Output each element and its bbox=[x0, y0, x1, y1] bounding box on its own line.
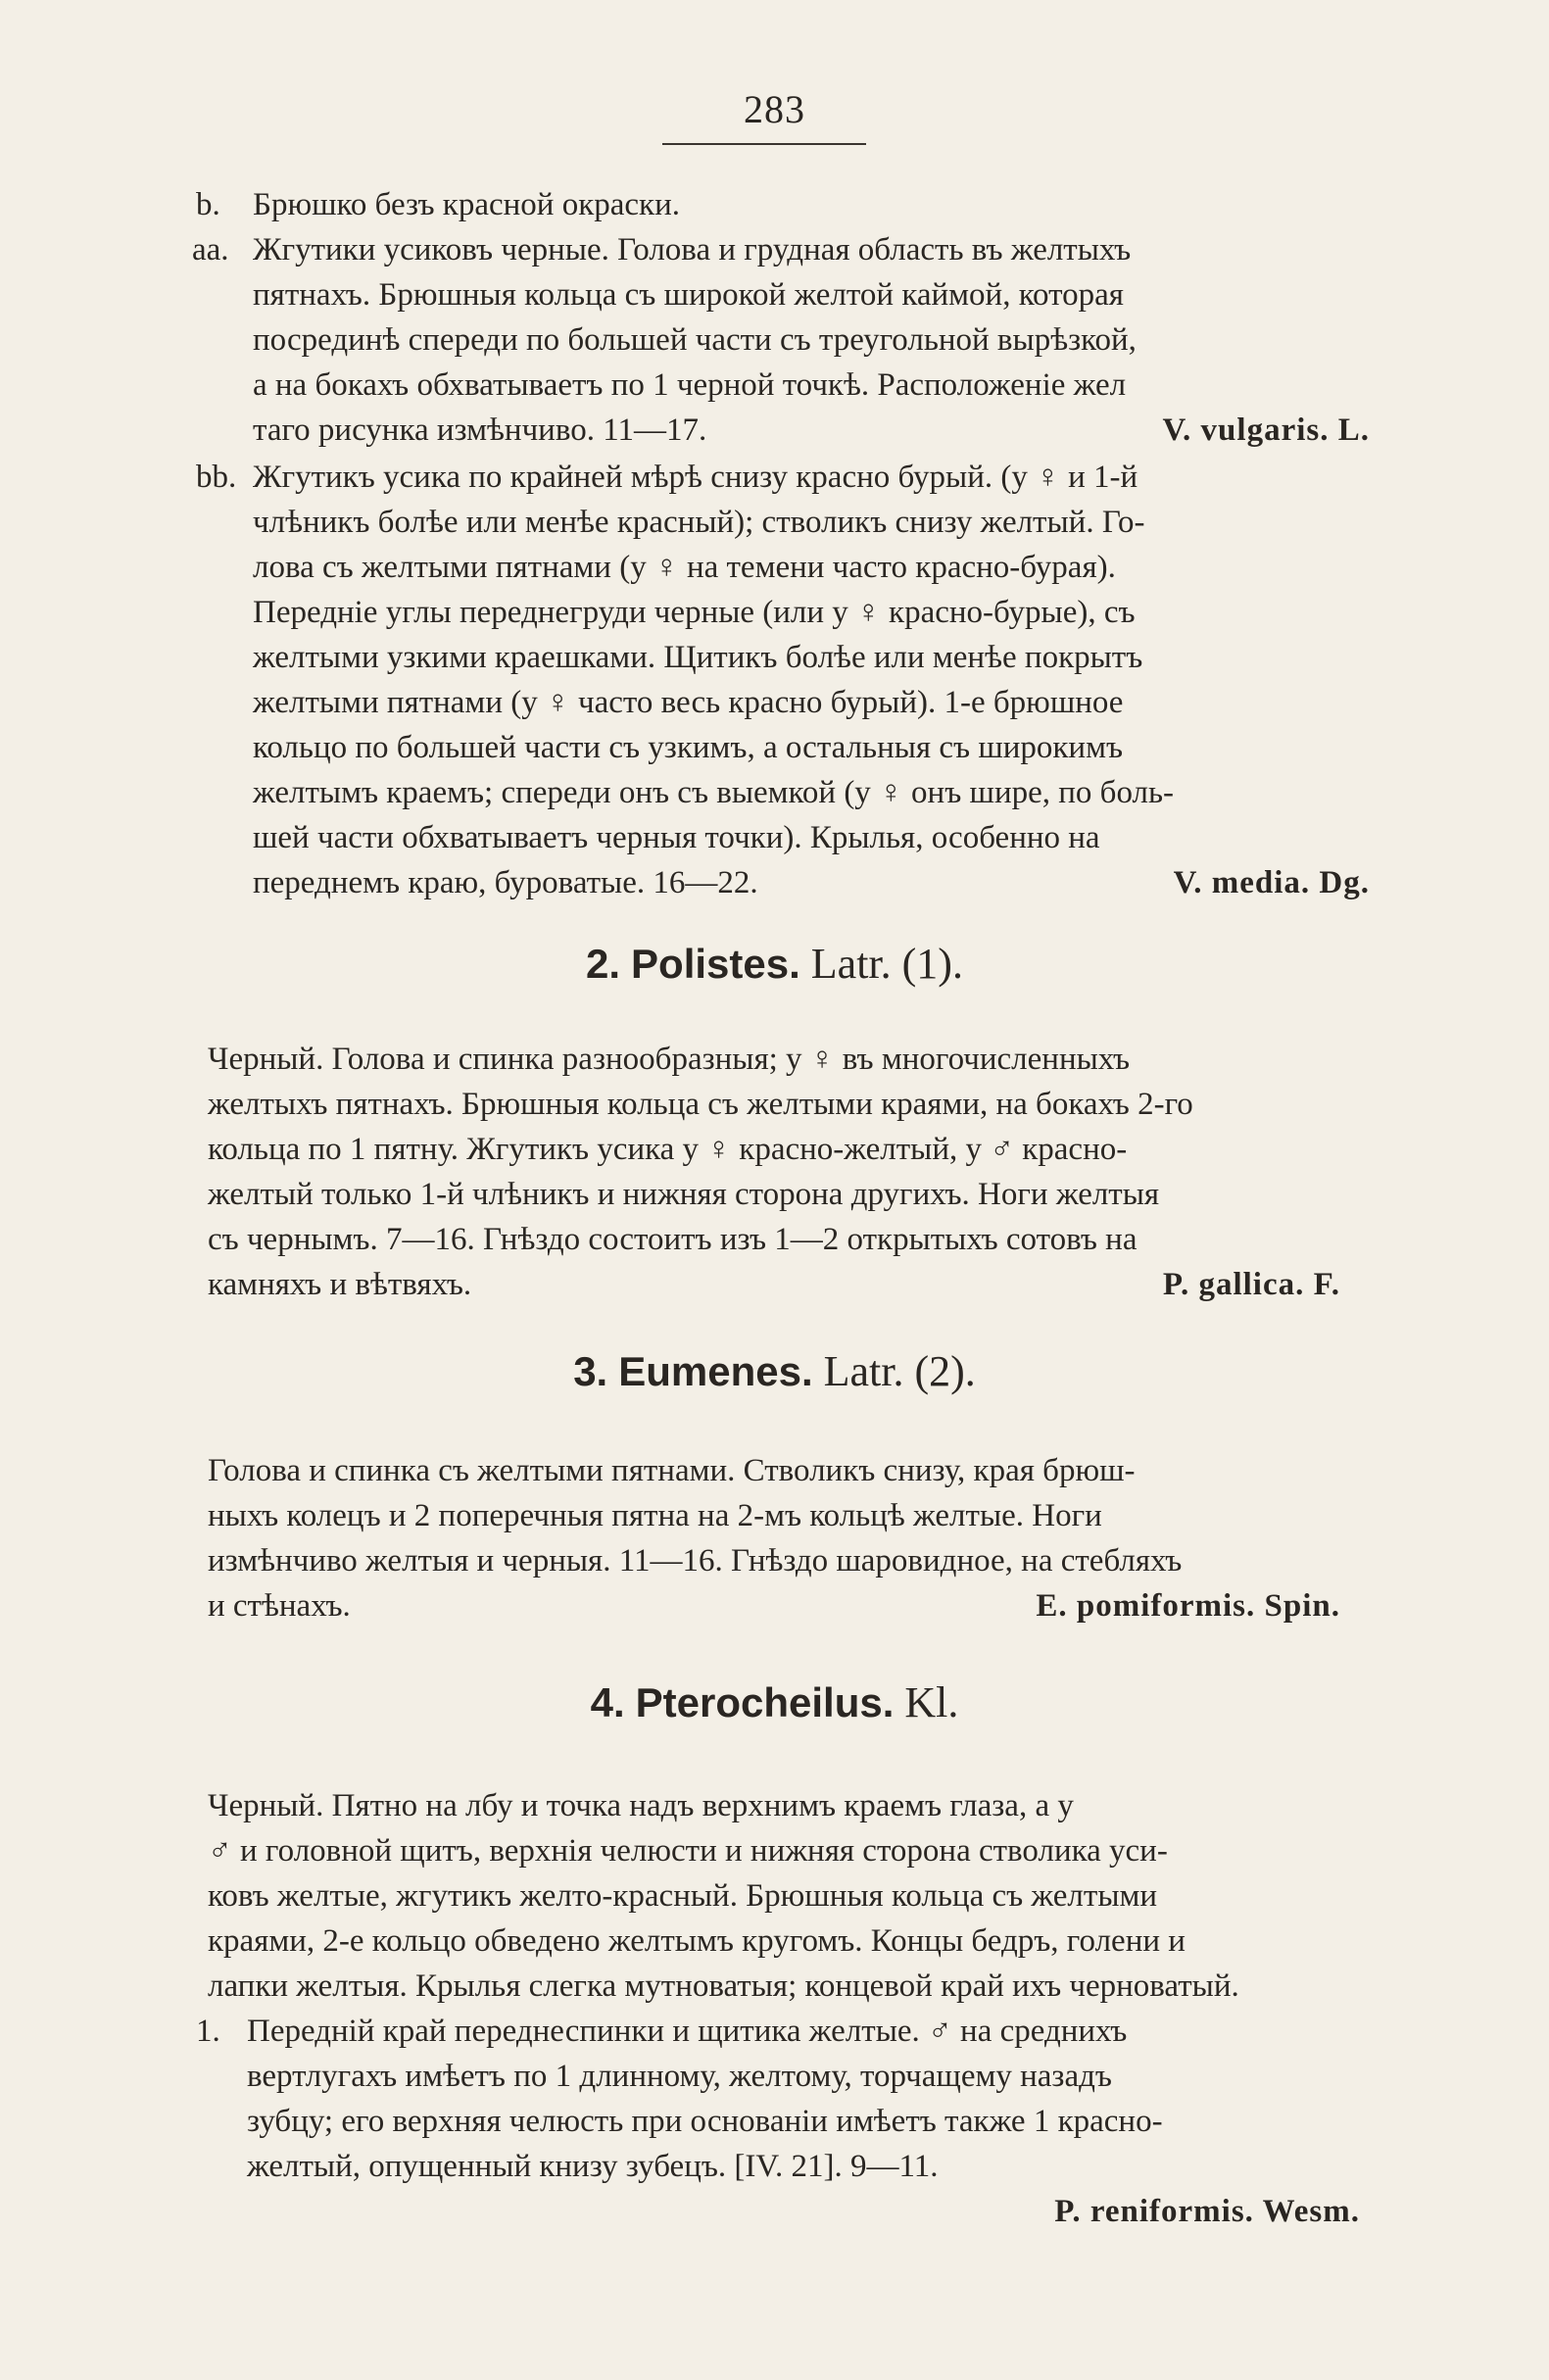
text-line: Передній край переднеспинки и щитика желтые. ♂ на среднихъ bbox=[247, 2014, 1128, 2049]
text-line: таго рисунка измѣнчиво. 11—17. bbox=[253, 413, 707, 448]
genus-number: 4. bbox=[590, 1679, 625, 1725]
item-1-text bbox=[247, 2009, 1360, 2234]
genus-author: Kl. bbox=[904, 1678, 959, 1726]
text-line: желтыми пятнами (у ♀ часто весь красно бурый). 1-е брюшное bbox=[253, 685, 1124, 720]
text-line: переднемъ краю, буроватые. 16—22. bbox=[253, 865, 758, 900]
page-number: 283 bbox=[744, 87, 805, 131]
genus-heading-eumenes bbox=[0, 1346, 1549, 1396]
text-line: Черный. Пятно на лбу и точка надъ верхнимъ краемъ глаза, а у bbox=[208, 1788, 1074, 1823]
text-line: Передніе углы переднегруди черные (или у ♀ красно-бурые), съ bbox=[253, 595, 1136, 630]
text-line: кольца по 1 пятну. Жгутикъ усика у ♀ красно-желтый, у ♂ красно- bbox=[208, 1132, 1128, 1167]
text-line: Черный. Голова и спинка разнообразныя; у ♀ въ многочисленныхъ bbox=[208, 1042, 1131, 1077]
text-line-with-species bbox=[208, 1583, 1350, 1628]
species-name: E. pomiformis. Spin. bbox=[1036, 1588, 1340, 1624]
species-name: P. reniformis. Wesm. bbox=[1054, 2194, 1360, 2229]
text-line: желтымъ краемъ; спереди онъ съ выемкой (у ♀ онъ шире, по боль- bbox=[253, 775, 1175, 810]
text-line: краями, 2-е кольцо обведено желтымъ кругомъ. Концы бедръ, голени и bbox=[208, 1923, 1186, 1959]
genus-heading-polistes bbox=[0, 939, 1549, 989]
text-line: лова съ желтыми пятнами (у ♀ на темени часто красно-бурая). bbox=[253, 550, 1116, 585]
genus-name: Pterocheilus. bbox=[635, 1679, 895, 1725]
text-line: лапки желтыя. Крылья слегка мутноватыя; концевой край ихъ черноватый. bbox=[208, 1968, 1239, 2004]
polistes-description bbox=[208, 1037, 1350, 1307]
text-line: вертлугахъ имѣетъ по 1 длинному, желтому, торчащему назадъ bbox=[247, 2059, 1112, 2094]
key-aa-text bbox=[253, 227, 1370, 453]
key-marker-aa: aa. bbox=[192, 232, 229, 267]
text-line: желтыхъ пятнахъ. Брюшныя кольца съ желтыми краями, на бокахъ 2-го bbox=[208, 1087, 1193, 1122]
text-line: Голова и спинка съ желтыми пятнами. Стволикъ снизу, края брюш- bbox=[208, 1453, 1136, 1488]
species-name: V. media. Dg. bbox=[1173, 865, 1370, 900]
text-line: члѣникъ болѣе или менѣе красный); стволикъ снизу желтый. Го- bbox=[253, 505, 1145, 540]
text-line: ♂ и головной щитъ, верхнія челюсти и нижняя сторона стволика уси- bbox=[208, 1833, 1168, 1869]
text-line: съ чернымъ. 7—16. Гнѣздо состоитъ изъ 1—2 открытыхъ сотовъ на bbox=[208, 1222, 1138, 1257]
text-line: зубцу; его верхняя челюсть при основаніи имѣетъ также 1 красно- bbox=[247, 2104, 1163, 2139]
genus-heading-pterocheilus bbox=[0, 1677, 1549, 1727]
text-line-with-species bbox=[253, 860, 1370, 905]
text-line: желтый только 1-й члѣникъ и нижняя сторона другихъ. Ноги желтыя bbox=[208, 1177, 1160, 1212]
text-line-with-species bbox=[253, 408, 1370, 453]
text-line: шей части обхватываетъ черныя точки). Крылья, особенно на bbox=[253, 820, 1100, 855]
key-bb-text bbox=[253, 455, 1370, 905]
text-line: посрединѣ спереди по большей части съ треугольной вырѣзкой, bbox=[253, 322, 1137, 358]
genus-author: Latr. bbox=[810, 940, 892, 988]
key-marker-b: b. bbox=[196, 187, 220, 222]
eumenes-description bbox=[208, 1448, 1350, 1628]
text-line: желтыми узкими краешками. Щитикъ болѣе или менѣе покрытъ bbox=[253, 640, 1143, 675]
key-marker-1: 1. bbox=[196, 2014, 220, 2049]
species-name: V. vulgaris. L. bbox=[1162, 413, 1370, 448]
text-line: пятнахъ. Брюшныя кольца съ широкой желтой каймой, которая bbox=[253, 277, 1124, 313]
species-line bbox=[247, 2189, 1360, 2234]
genus-name: Eumenes. bbox=[618, 1348, 813, 1394]
genus-number: 3. bbox=[573, 1348, 608, 1394]
text-line: ныхъ колецъ и 2 поперечныя пятна на 2-мъ кольцѣ желтые. Ноги bbox=[208, 1498, 1102, 1533]
pterocheilus-description bbox=[208, 1783, 1350, 2009]
text-line: а на бокахъ обхватываетъ по 1 черной точкѣ. Расположеніе жел bbox=[253, 367, 1127, 403]
species-name: P. gallica. F. bbox=[1162, 1267, 1340, 1302]
page-number-rule bbox=[662, 143, 866, 145]
genus-count: (1). bbox=[901, 940, 963, 988]
text-line: Брюшко безъ красной окраски. bbox=[253, 187, 680, 222]
text-line: Жгутики усиковъ черные. Голова и грудная область въ желтыхъ bbox=[253, 232, 1132, 267]
genus-number: 2. bbox=[586, 941, 621, 987]
key-marker-bb: bb. bbox=[196, 460, 237, 495]
text-line: и стѣнахъ. bbox=[208, 1588, 351, 1624]
genus-name: Polistes. bbox=[631, 941, 800, 987]
text-line: ковъ желтые, жгутикъ желто-красный. Брюшныя кольца съ желтыми bbox=[208, 1878, 1158, 1914]
genus-author: Latr. bbox=[823, 1347, 904, 1395]
text-line-with-species bbox=[208, 1262, 1350, 1307]
text-line: камняхъ и вѣтвяхъ. bbox=[208, 1267, 472, 1302]
text-line: кольцо по большей части съ узкимъ, а остальныя съ широкимъ bbox=[253, 730, 1124, 765]
key-b-text bbox=[253, 182, 1350, 227]
text-line: Жгутикъ усика по крайней мѣрѣ снизу красно бурый. (у ♀ и 1-й bbox=[253, 460, 1138, 495]
text-line: измѣнчиво желтыя и черныя. 11—16. Гнѣздо шаровидное, на стебляхъ bbox=[208, 1543, 1183, 1579]
genus-count: (2). bbox=[914, 1347, 976, 1395]
text-line: желтый, опущенный книзу зубецъ. [IV. 21]. 9—11. bbox=[247, 2149, 939, 2184]
